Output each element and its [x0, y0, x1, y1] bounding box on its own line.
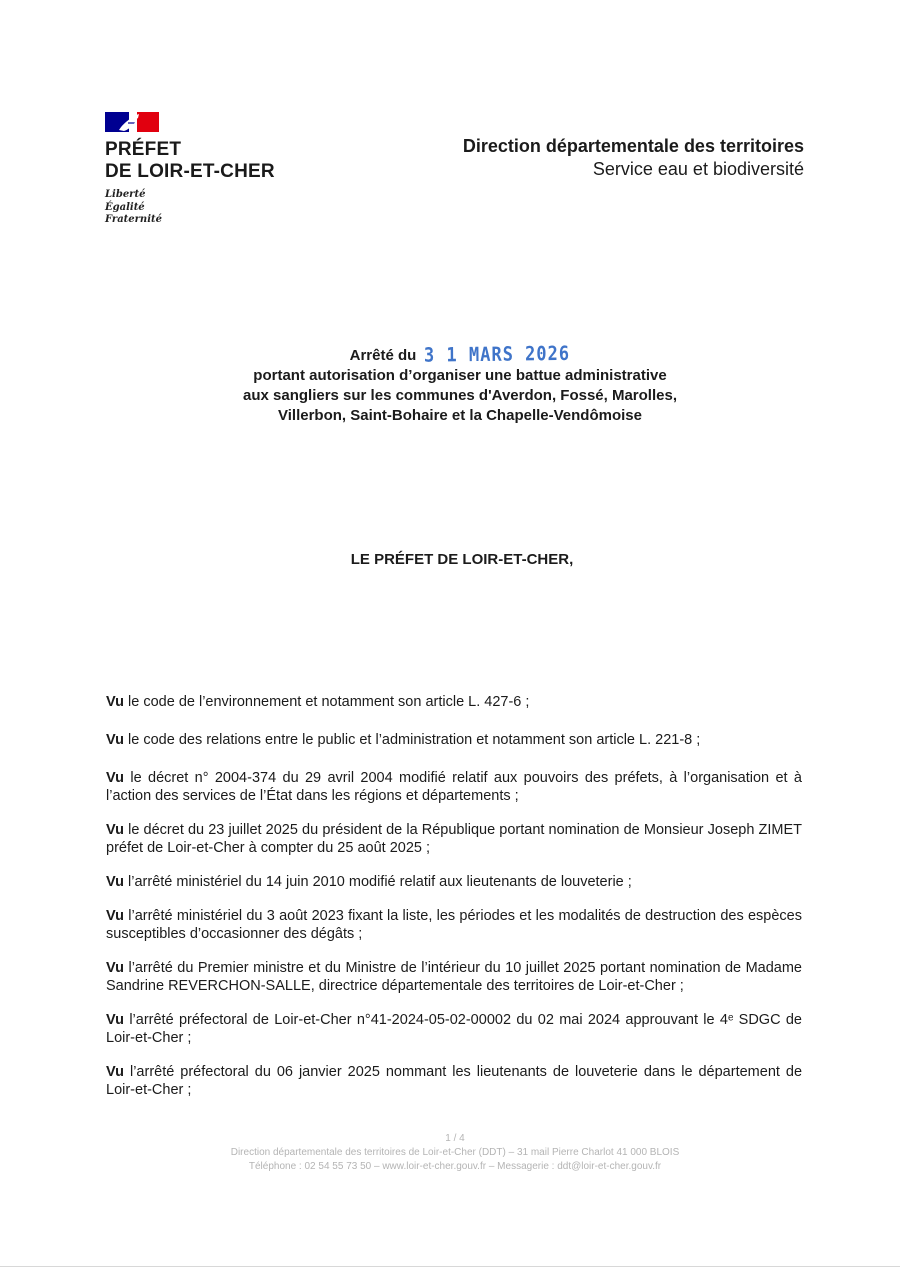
arrete-title-line-1: portant autorisation d’organiser une battue administrative [253, 367, 667, 384]
prefecture-logo-block [105, 111, 275, 227]
visa-item [106, 731, 802, 749]
visa-item [106, 821, 802, 857]
arrete-title-line-3: Villerbon, Saint-Bohaire et la Chapelle-Vendômoise [278, 407, 642, 424]
visa-vu: Vu [106, 694, 124, 710]
date-stamp: 3 1 MARS 2026 [424, 342, 571, 368]
arrete-title-line-2: aux sangliers sur les communes d'Averdon, Fossé, Marolles, [243, 387, 677, 404]
marianne-flag-icon [105, 111, 159, 133]
prefet-line-1: PRÉFET [105, 139, 182, 160]
prefet-heading: LE PRÉFET DE LOIR-ET-CHER, [350, 551, 574, 568]
republic-motto [105, 189, 275, 227]
direction-service: Service eau et biodiversité [592, 159, 804, 179]
visa-item [106, 1011, 802, 1047]
prefet-name [105, 139, 275, 183]
visa-vu: Vu [106, 770, 124, 786]
visa-vu: Vu [106, 732, 124, 748]
motto-fraternite: Fraternité [105, 214, 162, 225]
visa-vu: Vu [106, 960, 124, 976]
direction-header [463, 135, 804, 181]
motto-egalite: Égalité [105, 201, 145, 213]
page-footer [0, 1132, 900, 1174]
visa-text: l’arrêté préfectoral de Loir-et-Cher n°41-2024-05-02-00002 du 02 mai 2024 approuvant le 4ᵉ SDGC de Loir-et-Cher ; [106, 1012, 802, 1046]
arrete-prefix: Arrêté du [349, 347, 417, 364]
footer-address: Direction départementale des territoires de Loir-et-Cher (DDT) – 31 mail Pierre Charlot 41 000 BLOIS [230, 1147, 680, 1158]
visa-item [106, 1063, 802, 1099]
visa-item [106, 907, 802, 943]
footer-contact: Téléphone : 02 54 55 73 50 – www.loir-et-cher.gouv.fr – Messagerie : ddt@loir-et-cher.gouv.fr [248, 1161, 662, 1172]
visa-vu: Vu [106, 908, 124, 924]
visa-item [106, 959, 802, 995]
visa-item [106, 873, 802, 891]
visa-text: l’arrêté du Premier ministre et du Ministre de l’intérieur du 10 juillet 2025 portant nomination de Madame Sandrine REVERCHON-SALLE, directrice départementale des territoires de Loir-et-Cher ; [106, 960, 802, 994]
visa-text: l’arrêté préfectoral du 06 janvier 2025 nommant les lieutenants de louveterie dans le département de Loir-et-Cher ; [106, 1064, 803, 1098]
visa-vu: Vu [106, 874, 124, 890]
visa-vu: Vu [106, 1012, 124, 1028]
prefet-line-2: DE LOIR-ET-CHER [105, 161, 275, 182]
visa-vu: Vu [106, 822, 124, 838]
arrete-title [160, 342, 760, 426]
visa-item [106, 769, 802, 805]
visa-text: le décret du 23 juillet 2025 du président de la République portant nomination de Monsieur Joseph ZIMET préfet de Loir-et-Cher à compter du 25 août 2025 ; [106, 822, 803, 856]
arrete-date-line [160, 342, 760, 368]
visa-text: le décret n° 2004-374 du 29 avril 2004 modifié relatif aux pouvoirs des préfets, à l’organisation et à l’action des services de l’État dans les régions et départements ; [106, 770, 802, 804]
direction-title: Direction départementale des territoires [462, 136, 804, 156]
visas-list [106, 693, 802, 1099]
visa-text: le code des relations entre le public et l’administration et notamment son article L. 221-8 ; [128, 732, 701, 748]
page-edge-divider [0, 1266, 900, 1267]
visa-item [106, 693, 802, 711]
visa-text: l’arrêté ministériel du 3 août 2023 fixant la liste, les périodes et les modalités de destruction des espèces susceptibles d’occasionner des dégâts ; [106, 908, 802, 942]
visa-text: le code de l’environnement et notamment son article L. 427-6 ; [128, 694, 530, 710]
motto-liberte: Liberté [105, 189, 146, 200]
visa-vu: Vu [106, 1064, 124, 1080]
page-number: 1 / 4 [445, 1133, 465, 1144]
visa-text: l’arrêté ministériel du 14 juin 2010 modifié relatif aux lieutenants de louveterie ; [128, 874, 632, 890]
